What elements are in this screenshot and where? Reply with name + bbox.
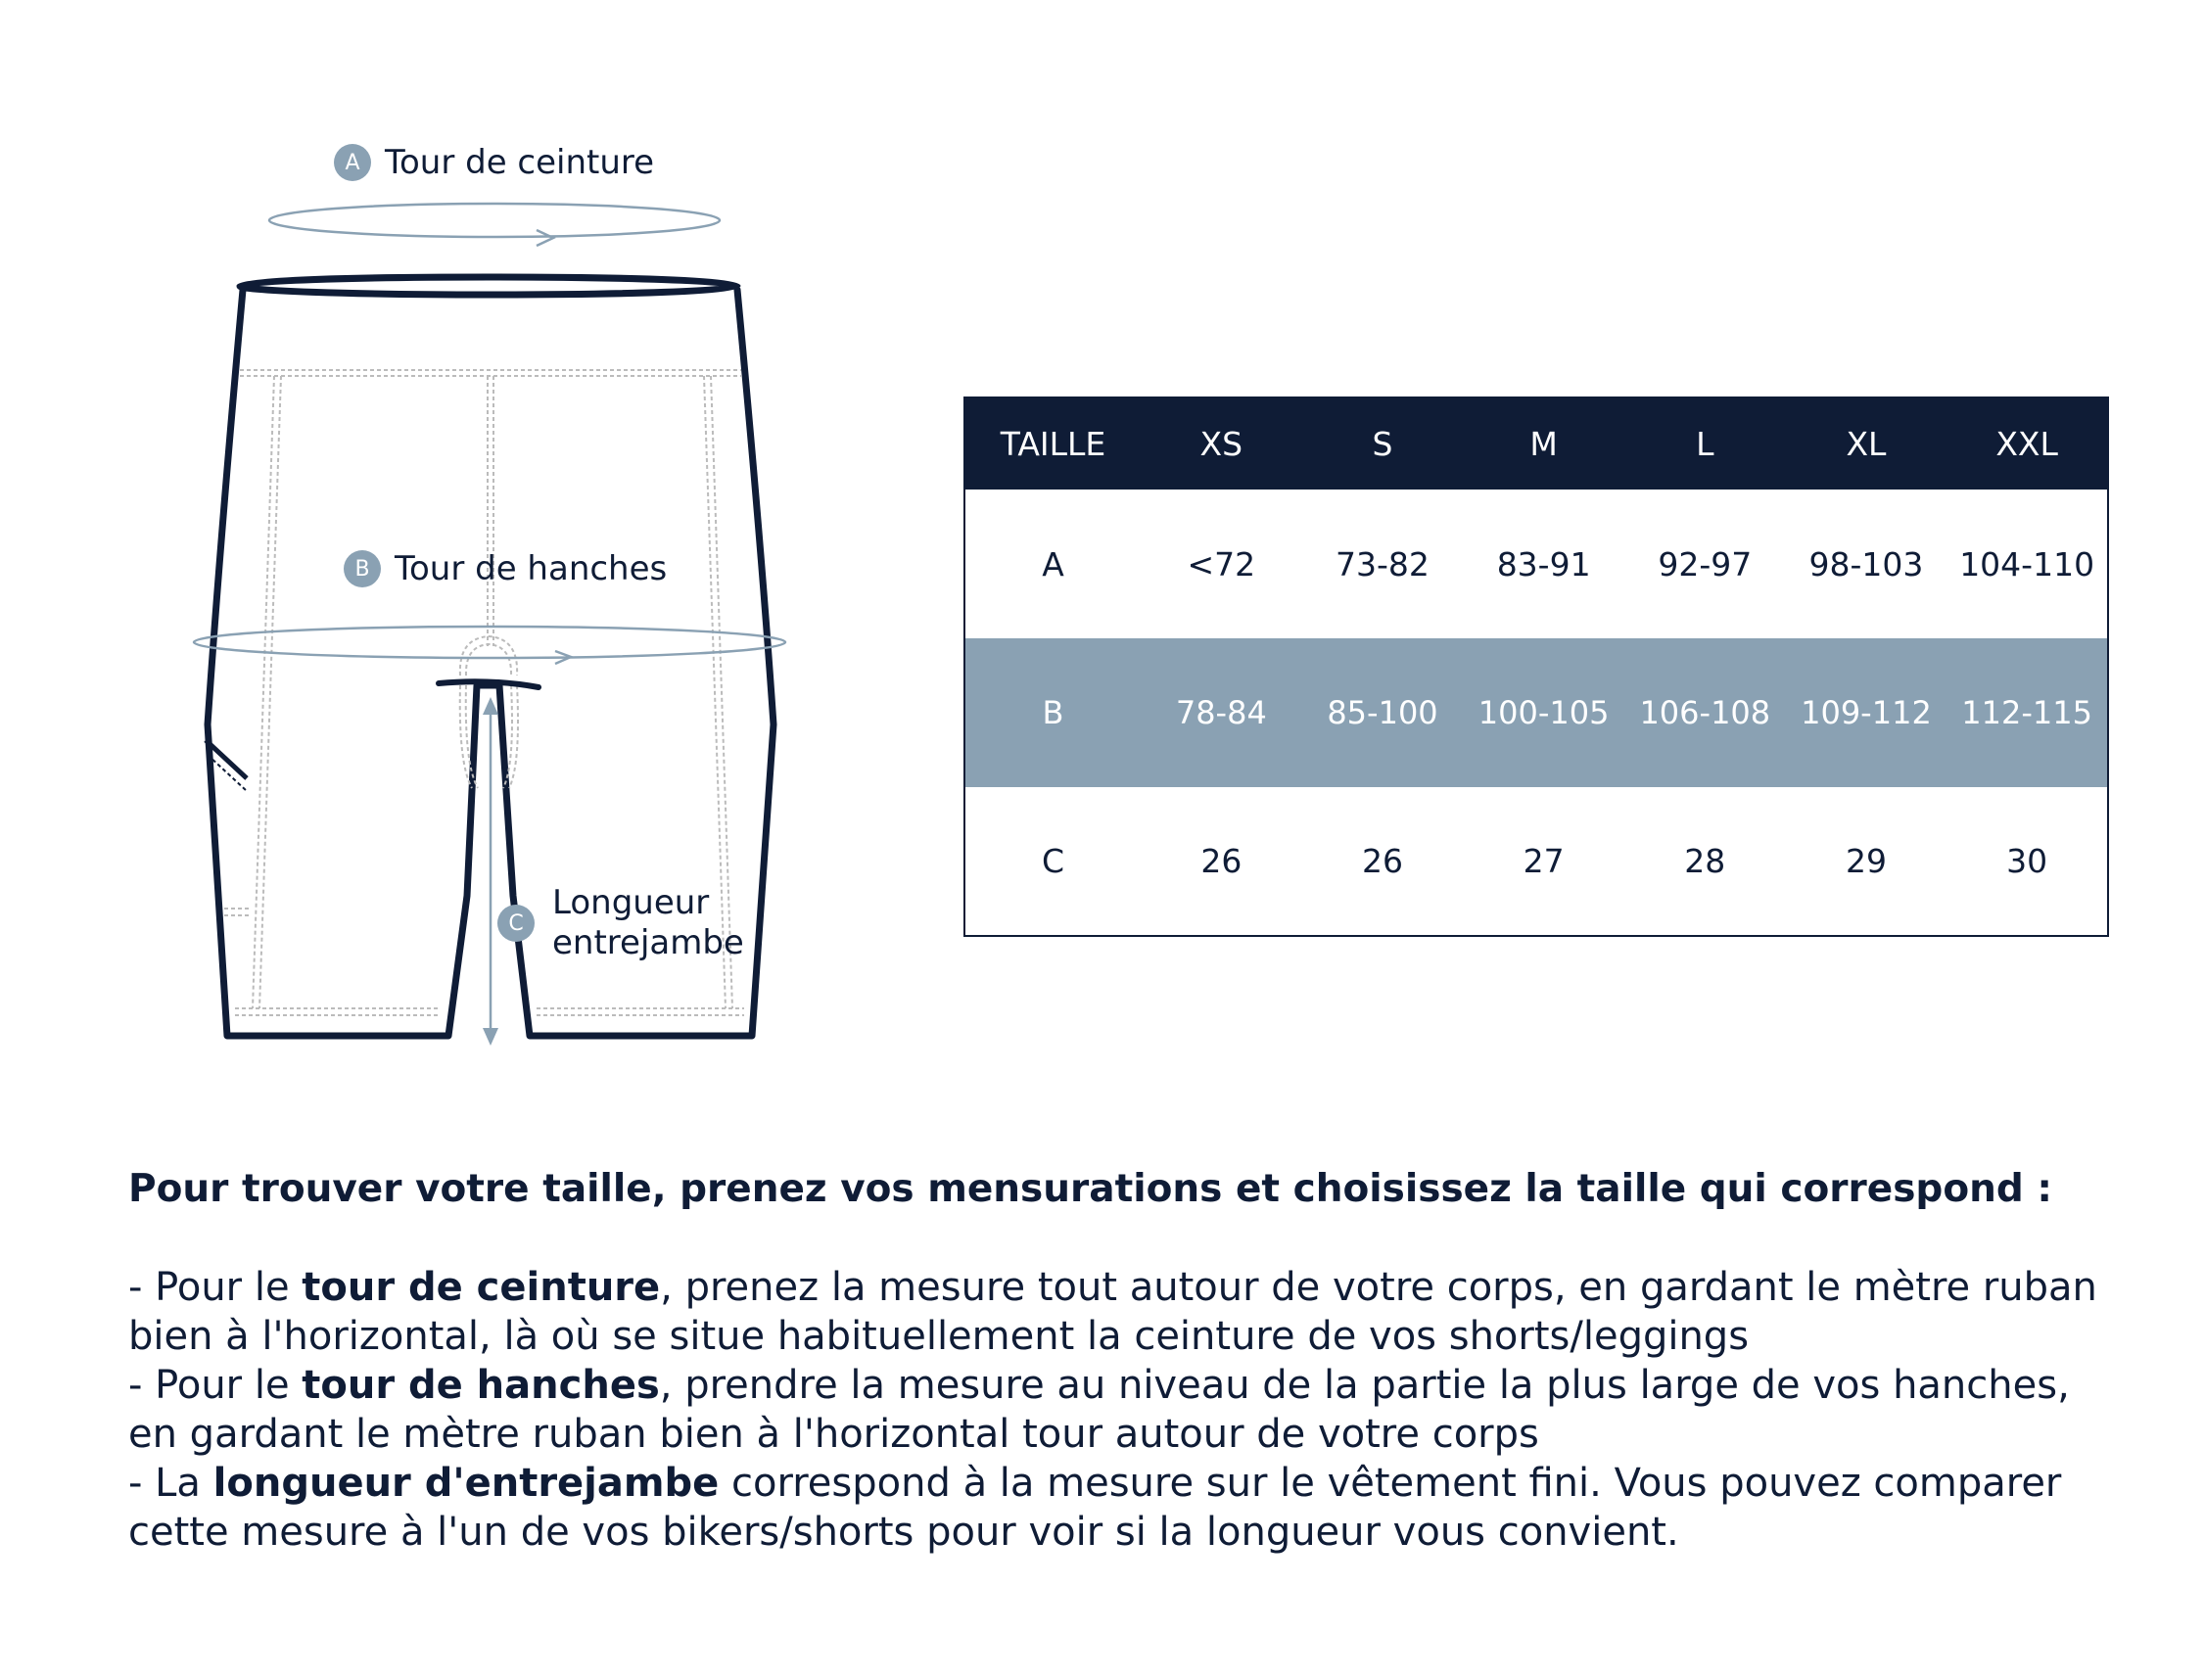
instruction-text: , prenez la mesure tout autour de votre corps, en gardant le mètre ruban bien à l'horizontal, là où se situe habituellement la ceinture de vos shorts/leggings bbox=[128, 1265, 2097, 1359]
instruction-hips bbox=[128, 1361, 2116, 1459]
table-cell: 100-105 bbox=[1477, 694, 1610, 731]
instruction-prefix: - Pour le bbox=[128, 1265, 303, 1310]
instruction-inseam bbox=[128, 1459, 2116, 1557]
instruction-term: tour de hanches bbox=[302, 1363, 660, 1408]
table-cell: 83-91 bbox=[1496, 544, 1591, 583]
label-waist-text: Tour de ceinture bbox=[385, 143, 655, 182]
table-cell: 73-82 bbox=[1336, 544, 1430, 583]
table-cell: 26 bbox=[1361, 842, 1403, 880]
table-header-row bbox=[964, 397, 2108, 490]
table-cell: 104-110 bbox=[1959, 544, 2095, 583]
instruction-term: longueur d'entrejambe bbox=[212, 1461, 720, 1506]
table-row-c bbox=[964, 787, 2108, 936]
header-l: L bbox=[1696, 425, 1714, 463]
label-inseam-line1: Longueur bbox=[552, 883, 710, 922]
table-cell: <72 bbox=[1187, 544, 1256, 583]
table-cell: 26 bbox=[1200, 842, 1243, 880]
label-waist bbox=[334, 143, 654, 182]
header-xl: XL bbox=[1846, 425, 1887, 463]
table-cell: B bbox=[1042, 694, 1064, 731]
badge-c: C bbox=[497, 905, 535, 942]
label-inseam-line2: entrejambe bbox=[552, 923, 744, 962]
instruction-waist bbox=[128, 1263, 2116, 1361]
table-cell: 29 bbox=[1845, 842, 1887, 880]
label-hips bbox=[344, 549, 667, 588]
table-cell: 106-108 bbox=[1639, 694, 1771, 731]
header-m: M bbox=[1529, 425, 1558, 463]
table-cell: C bbox=[1041, 842, 1065, 880]
label-hips-text: Tour de hanches bbox=[395, 549, 668, 588]
instructions bbox=[128, 1165, 2116, 1557]
header-xs: XS bbox=[1199, 425, 1243, 463]
instructions-heading: Pour trouver votre taille, prenez vos mensurations et choisissez la taille qui correspond : bbox=[128, 1167, 2052, 1211]
instruction-prefix: - Pour le bbox=[128, 1363, 303, 1408]
instruction-text: , prendre la mesure au niveau de la partie la plus large de vos hanches, en gardant le mètre ruban bien à l'horizontal tour autour de votre corps bbox=[128, 1363, 2070, 1457]
header-s: S bbox=[1372, 425, 1393, 463]
label-inseam bbox=[497, 883, 744, 963]
table-row-a bbox=[964, 490, 2108, 638]
table-cell: 98-103 bbox=[1808, 544, 1924, 583]
size-chart-table bbox=[963, 397, 2109, 937]
header-taille: TAILLE bbox=[1000, 425, 1106, 463]
table-cell: A bbox=[1042, 544, 1064, 583]
shorts-diagram bbox=[0, 0, 881, 1097]
table-cell: 78-84 bbox=[1175, 694, 1267, 731]
table-cell: 27 bbox=[1523, 842, 1565, 880]
header-xxl: XXL bbox=[1995, 425, 2058, 463]
table-cell: 28 bbox=[1684, 842, 1726, 880]
instruction-text: correspond à la mesure sur le vêtement fini. Vous pouvez comparer cette mesure à l'un de vos bikers/shorts pour voir si la longueur vous convient. bbox=[128, 1461, 2062, 1555]
instruction-term: tour de ceinture bbox=[302, 1265, 661, 1310]
crotch-gusset bbox=[460, 636, 517, 676]
waist-measure-loop bbox=[269, 204, 720, 246]
table-cell: 30 bbox=[2006, 842, 2048, 880]
instruction-prefix: - La bbox=[128, 1461, 213, 1506]
table-row-b bbox=[964, 638, 2108, 787]
table-cell: 109-112 bbox=[1801, 694, 1932, 731]
table-cell: 85-100 bbox=[1327, 694, 1438, 731]
table-cell: 112-115 bbox=[1961, 694, 2092, 731]
badge-b: B bbox=[344, 550, 381, 587]
table-cell: 92-97 bbox=[1658, 544, 1753, 583]
badge-a: A bbox=[334, 144, 371, 181]
inseam-measure-arrow bbox=[483, 697, 498, 1046]
